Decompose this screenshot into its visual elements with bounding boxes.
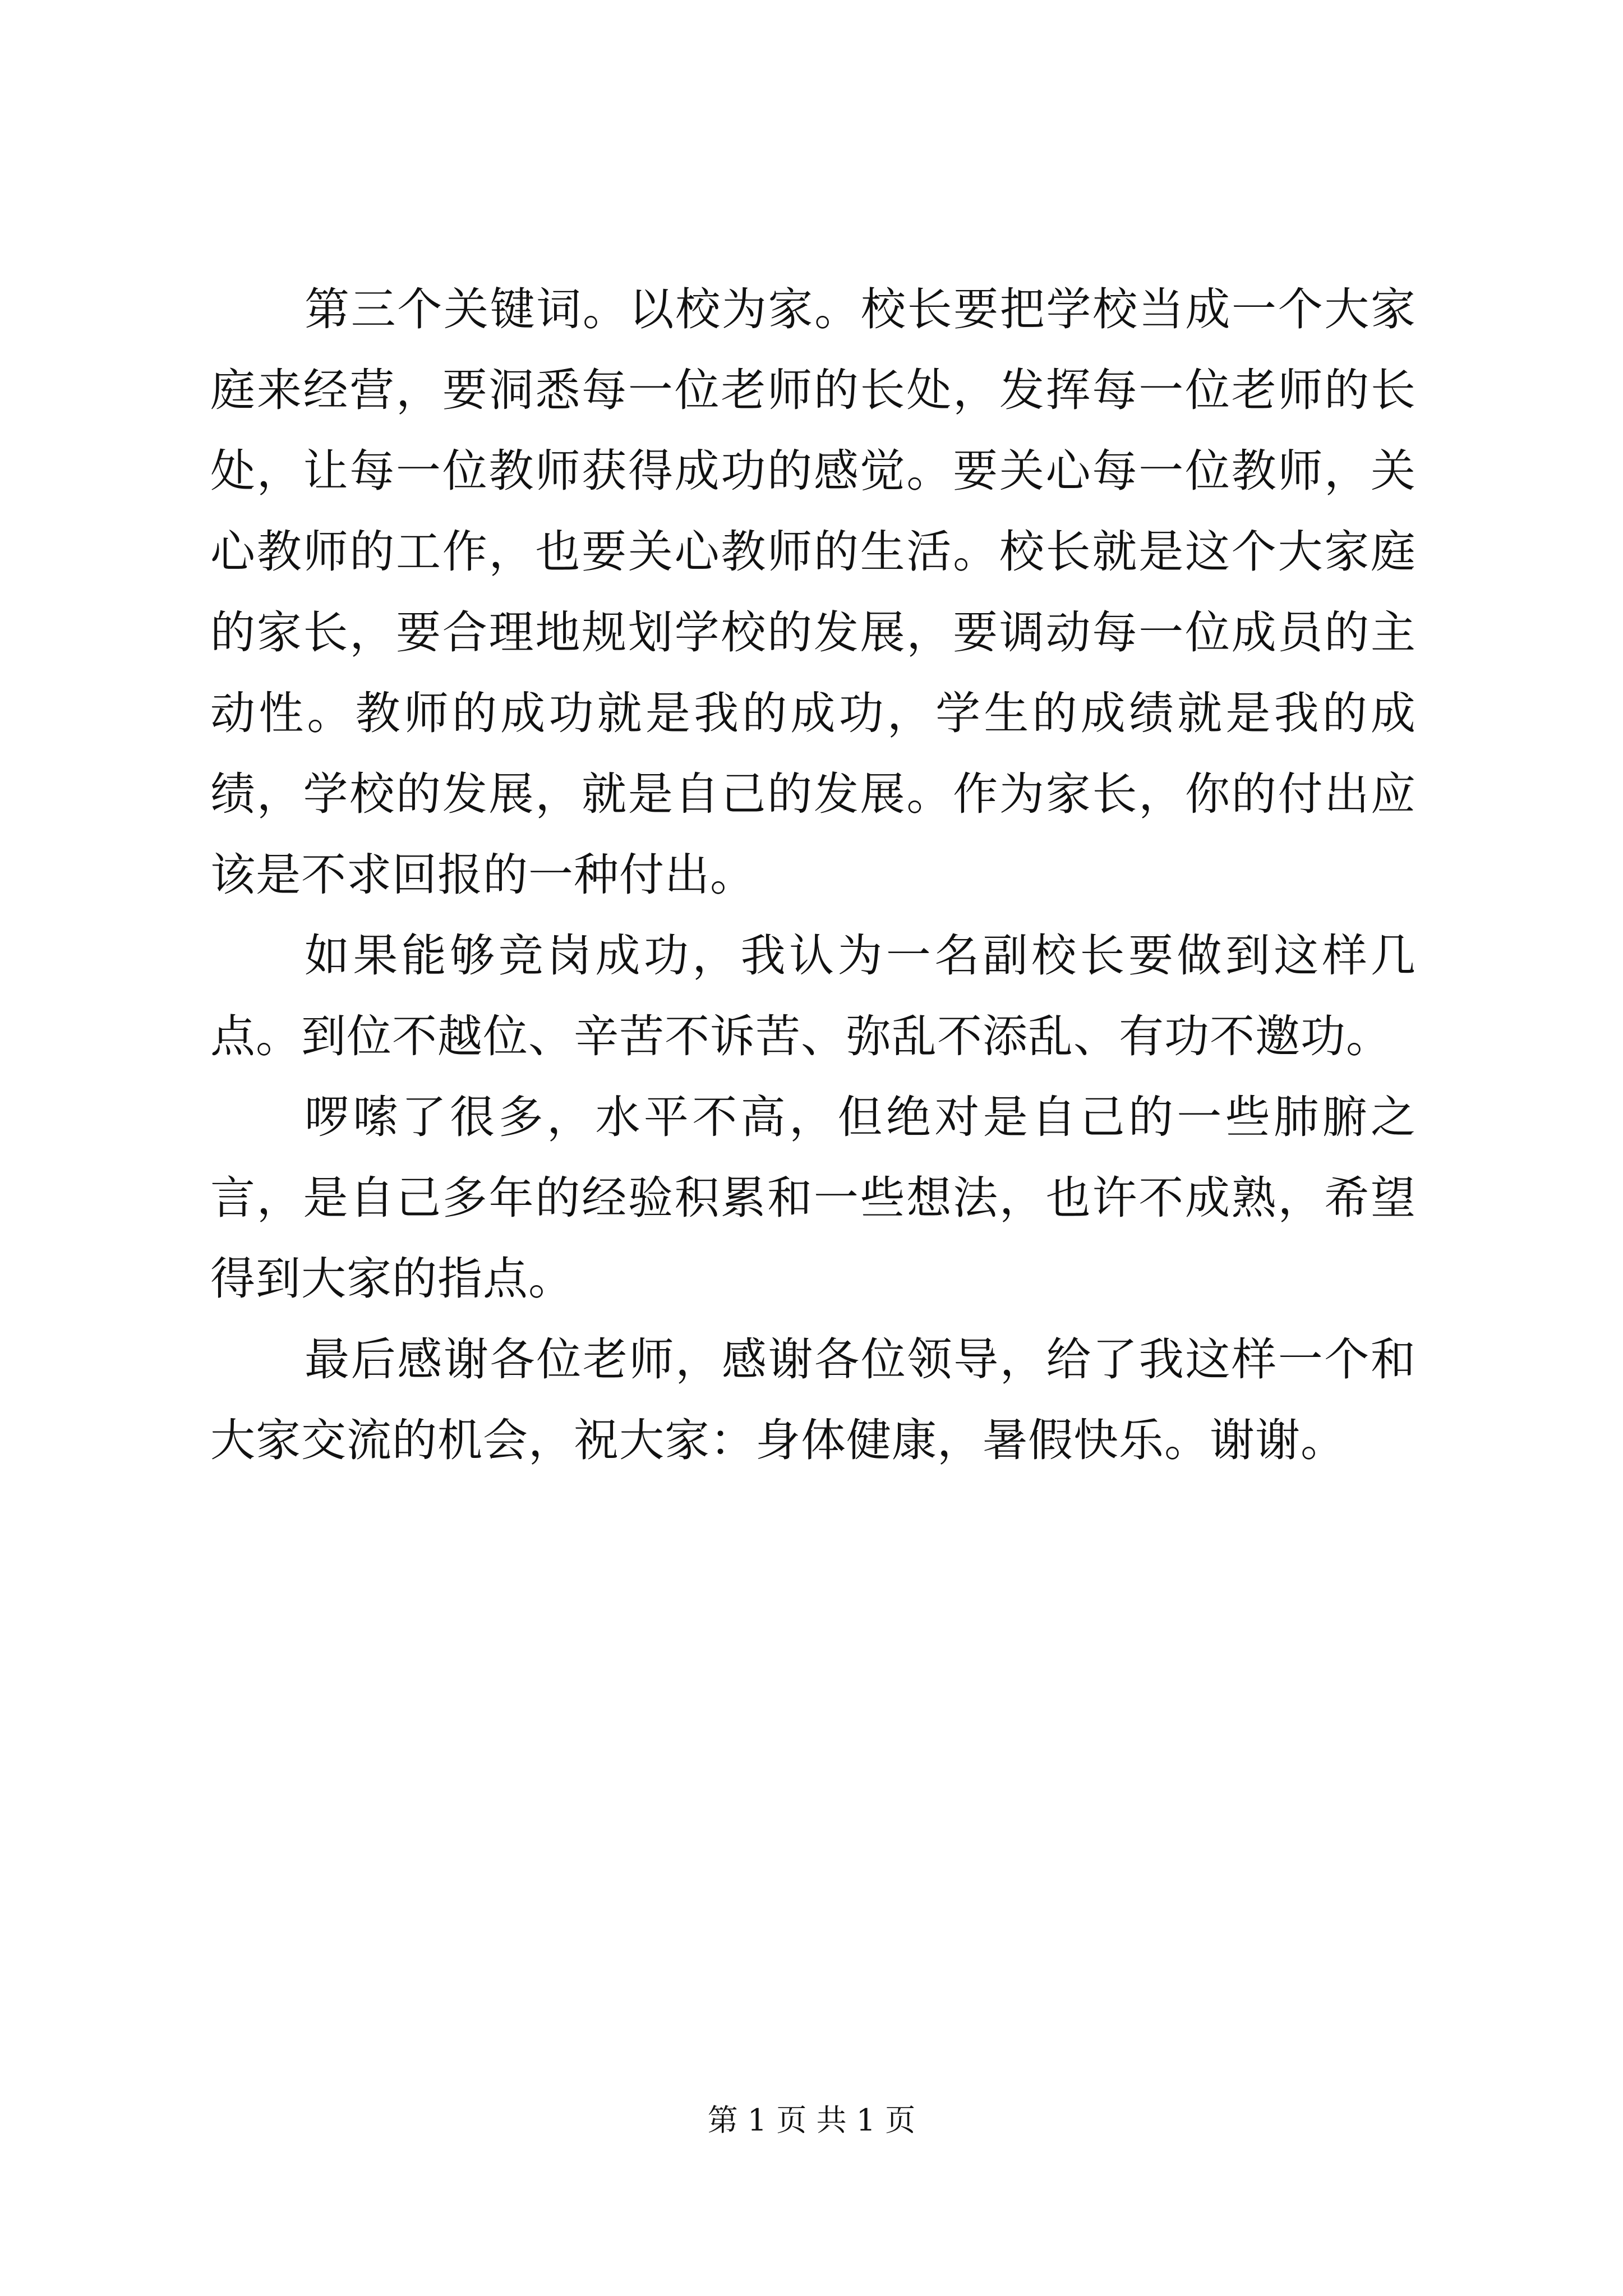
document-body xyxy=(210,269,1416,1481)
paragraph-vice-principal-principles: 如果能够竞岗成功，我认为一名副校长要做到这样几点。到位不越位、辛苦不诉苦、弥乱不添乱、有功不邀功。 xyxy=(210,930,1416,1062)
paragraph-keyword-school-as-home: 第三个关键词。以校为家。校长要把学校当成一个大家庭来经营，要洞悉每一位老师的长处，发挥每一位老师的长处，让每一位教师获得成功的感觉。要关心每一位教师，关心教师的工作，也要关心教师的生活。校长就是这个大家庭的家长，要合理地规划学校的发展，要调动每一位成员的主动性。教师的成功就是我的成功，学生的成绩就是我的成绩，学校的发展，就是自己的发展。作为家长，你的付出应该是不求回报的一种付出。 xyxy=(210,283,1416,901)
paragraph-sincere-words: 啰嗦了很多，水平不高，但绝对是自己的一些肺腑之言，是自己多年的经验积累和一些想法，也许不成熟，希望得到大家的指点。 xyxy=(210,1091,1416,1305)
page-number-footer: 第 1 页 共 1 页 xyxy=(707,2102,916,2138)
paragraph-thanks: 最后感谢各位老师，感谢各位领导，给了我这样一个和大家交流的机会，祝大家：身体健康，暑假快乐。谢谢。 xyxy=(210,1333,1416,1466)
